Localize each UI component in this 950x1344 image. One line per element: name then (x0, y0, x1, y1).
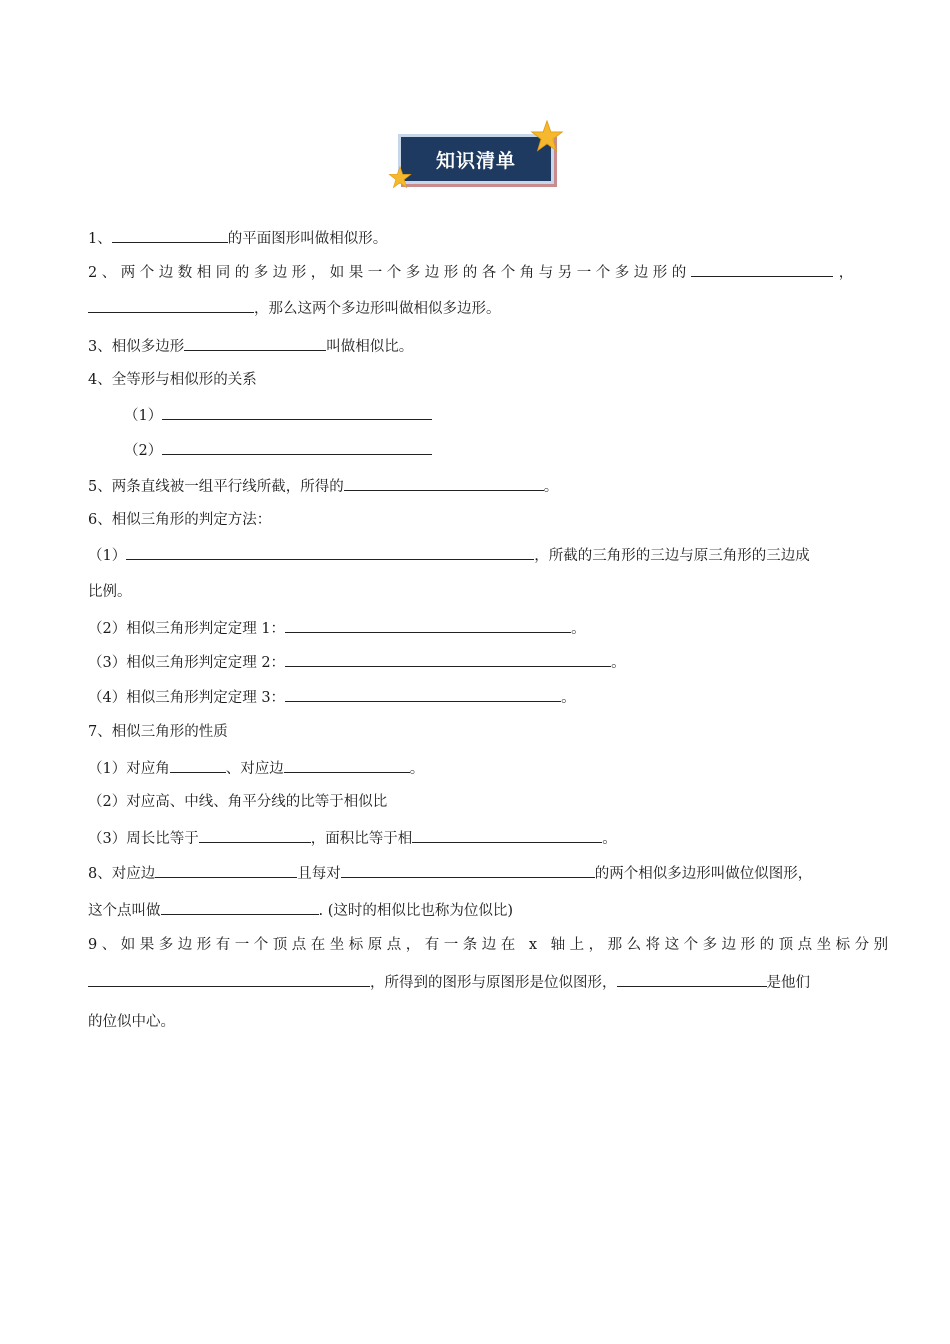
blank (161, 900, 319, 915)
blank (341, 863, 595, 878)
question-6-sub1-cont: 比例。 (88, 584, 132, 600)
blank (112, 228, 228, 243)
question-2: 2、两个边数相同的多边形，如果一个多边形的各个角与另一个多边形的 ， (88, 262, 853, 283)
blank (285, 687, 561, 702)
blank (199, 828, 311, 843)
blank (285, 652, 611, 667)
blank (285, 618, 571, 633)
question-9-end: 的位似中心。 (88, 1014, 175, 1030)
question-4: 4、全等形与相似形的关系 (88, 372, 257, 388)
blank (162, 405, 432, 420)
question-6-sub4: （4）相似三角形判定定理 3： 。 (88, 687, 576, 708)
question-8: 8、对应边 且每对 的两个相似多边形叫做位似图形， (88, 863, 812, 884)
question-7-sub3: （3）周长比等于 ，面积比等于相 。 (88, 828, 617, 849)
question-6-sub1: （1） ，所截的三角形的三边与原三角形的三边成 (88, 545, 810, 566)
question-7: 7、相似三角形的性质 (88, 724, 228, 740)
section-title: 知识清单 (398, 134, 554, 184)
question-9-cont: ，所得到的图形与原图形是位似图形， 是他们 (88, 972, 810, 993)
question-1: 1、 的平面图形叫做相似形。 (88, 228, 387, 249)
blank (617, 972, 767, 987)
blank (184, 336, 326, 351)
blank (412, 828, 602, 843)
question-3: 3、相似多边形 叫做相似比。 (88, 336, 413, 357)
blank (162, 440, 432, 455)
question-2-cont: ，那么这两个多边形叫做相似多边形。 (88, 298, 501, 319)
question-9: 9、如果多边形有一个顶点在坐标原点，有一条边在 x 轴上，那么将这个多边形的顶点坐标分别 (88, 937, 893, 953)
blank (88, 298, 254, 313)
question-7-sub2: （2）对应高、中线、角平分线的比等于相似比 (88, 794, 388, 810)
question-4-sub1: （1） (124, 405, 432, 426)
question-6-sub2: （2）相似三角形判定定理 1： 。 (88, 618, 586, 639)
blank (155, 863, 297, 878)
question-6-sub3: （3）相似三角形判定定理 2： 。 (88, 652, 626, 673)
question-8-cont: 这个点叫做 . (这时的相似比也称为位似比) (88, 900, 513, 921)
star-icon (530, 120, 564, 154)
star-icon (388, 166, 412, 190)
title-banner (388, 120, 568, 195)
blank (126, 545, 534, 560)
question-6: 6、相似三角形的判定方法： (88, 512, 272, 528)
blank (284, 758, 410, 773)
blank (344, 476, 544, 491)
question-4-sub2: （2） (124, 440, 432, 461)
question-5: 5、两条直线被一组平行线所截，所得的 。 (88, 476, 558, 497)
blank (88, 972, 370, 987)
blank (170, 758, 226, 773)
question-7-sub1: （1）对应角 、对应边 。 (88, 758, 424, 779)
blank (691, 262, 833, 277)
